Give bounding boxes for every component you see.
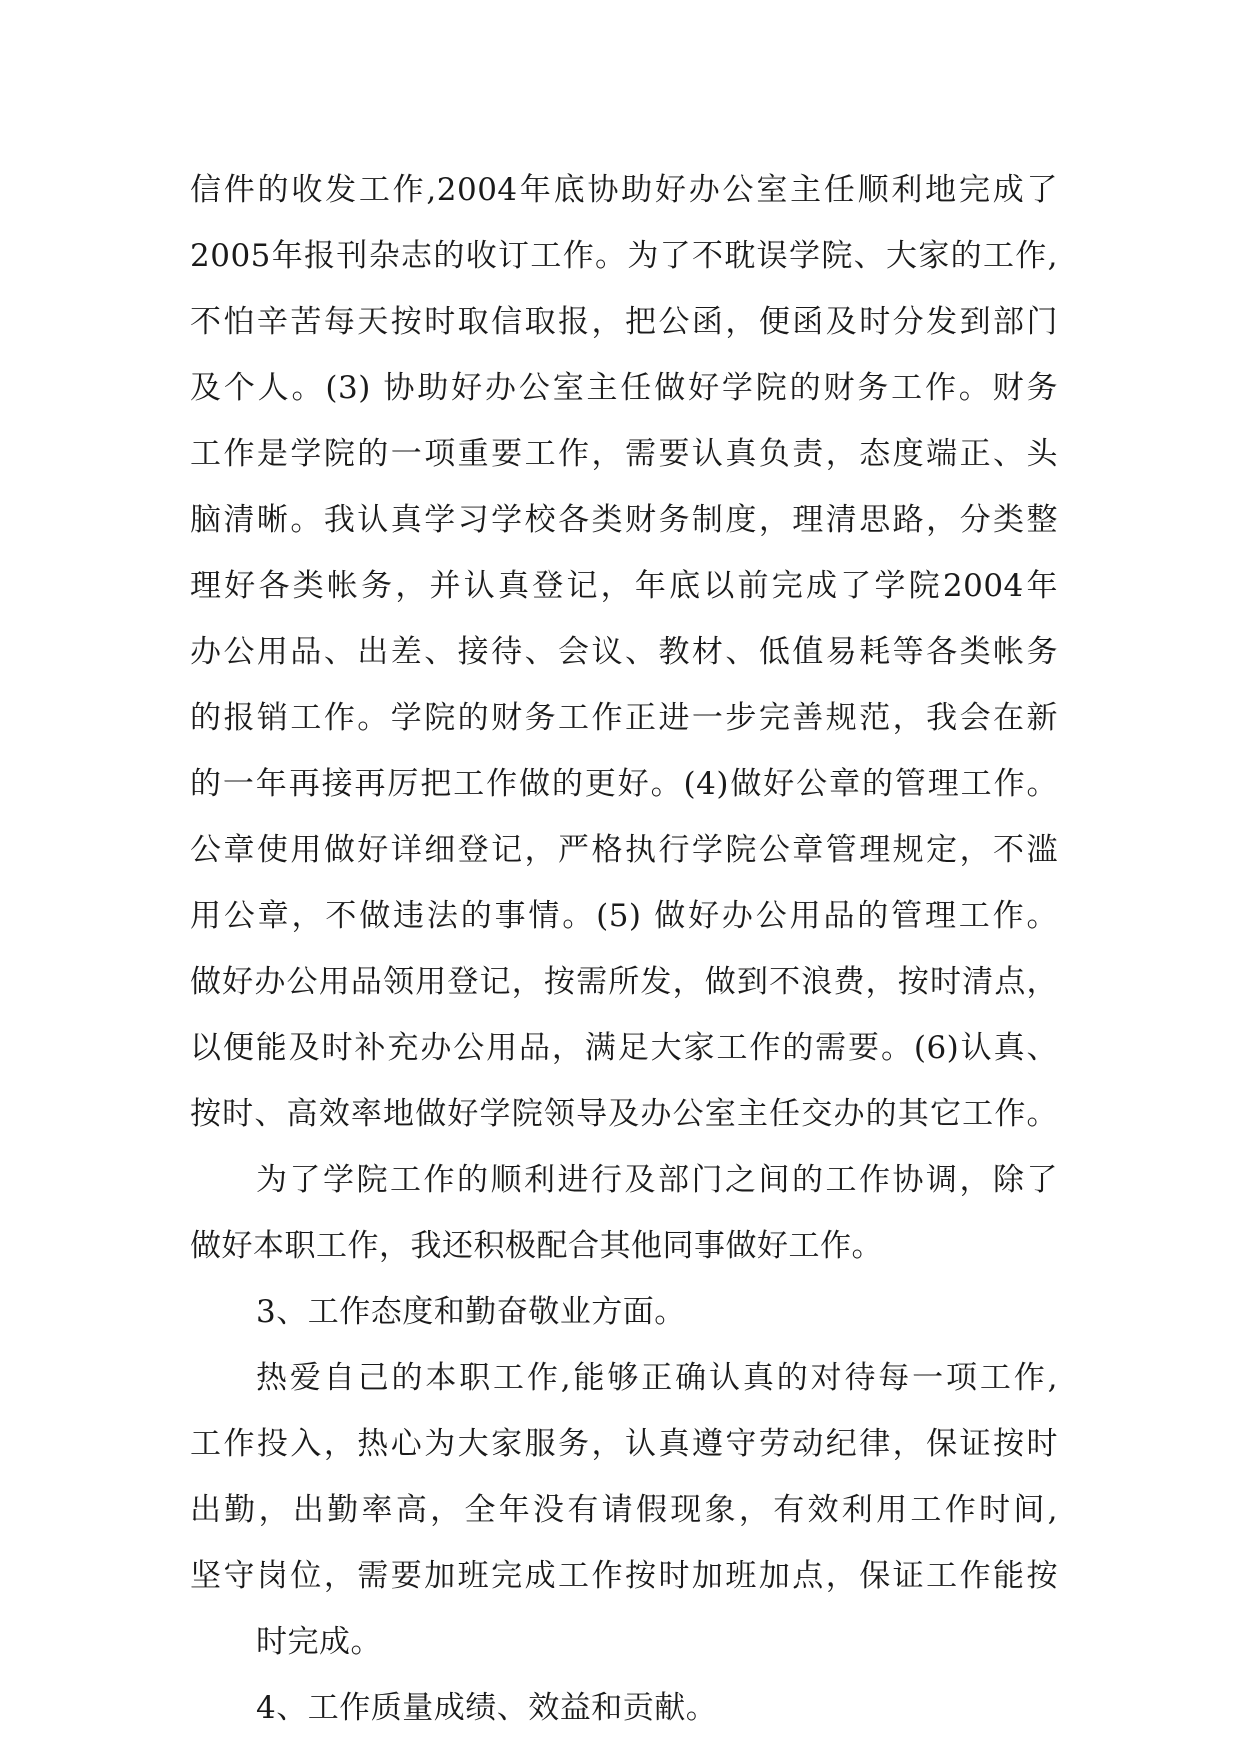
text-line: 公章使用做好详细登记，严格执行学院公章管理规定，不滥 — [190, 832, 1058, 868]
text-line: 的一年再接再厉把工作做的更好。(4)做好公章的管理工作。 — [190, 766, 1058, 802]
paragraph-first-line: 热爱自己的本职工作,能够正确认真的对待每一项工作, — [256, 1360, 1058, 1396]
text-line: 按时、高效率地做好学院领导及办公室主任交办的其它工作。 — [190, 1096, 1058, 1132]
text-line: 不怕辛苦每天按时取信取报，把公函，便函及时分发到部门 — [190, 304, 1058, 340]
section-heading: 4、工作质量成绩、效益和贡献。 — [256, 1690, 718, 1726]
text-line: 用公章，不做违法的事情。(5) 做好办公用品的管理工作。 — [190, 898, 1058, 934]
paragraph-first-line: 为了学院工作的顺利进行及部门之间的工作协调，除了 — [256, 1162, 1058, 1198]
document-body — [190, 157, 1058, 1741]
text-line: 工作是学院的一项重要工作，需要认真负责，态度端正、头 — [190, 436, 1058, 472]
section-heading: 3、工作态度和勤奋敬业方面。 — [256, 1294, 686, 1330]
text-line: 的报销工作。学院的财务工作正进一步完善规范，我会在新 — [190, 700, 1058, 736]
text-line: 以便能及时补充办公用品，满足大家工作的需要。(6)认真、 — [190, 1030, 1058, 1066]
text-line: 办公用品、出差、接待、会议、教材、低值易耗等各类帐务 — [190, 634, 1058, 670]
text-line: 做好办公用品领用登记，按需所发，做到不浪费，按时清点， — [190, 964, 1058, 1000]
text-line: 出勤，出勤率高，全年没有请假现象，有效利用工作时间, — [190, 1492, 1058, 1528]
text-line: 信件的收发工作,2004年底协助好办公室主任顺利地完成了 — [190, 172, 1058, 208]
text-line: 坚守岗位，需要加班完成工作按时加班加点，保证工作能按 — [190, 1558, 1058, 1594]
text-line: 时完成。 — [256, 1624, 382, 1660]
text-line: 做好本职工作，我还积极配合其他同事做好工作。 — [190, 1228, 883, 1264]
text-line: 脑清晰。我认真学习学校各类财务制度，理清思路，分类整 — [190, 502, 1058, 538]
text-line: 工作投入，热心为大家服务，认真遵守劳动纪律，保证按时 — [190, 1426, 1058, 1462]
text-line: 理好各类帐务，并认真登记，年底以前完成了学院2004年 — [190, 568, 1058, 604]
text-line: 及个人。(3) 协助好办公室主任做好学院的财务工作。财务 — [190, 370, 1058, 406]
text-line: 2005年报刊杂志的收订工作。为了不耽误学院、大家的工作, — [190, 238, 1058, 274]
